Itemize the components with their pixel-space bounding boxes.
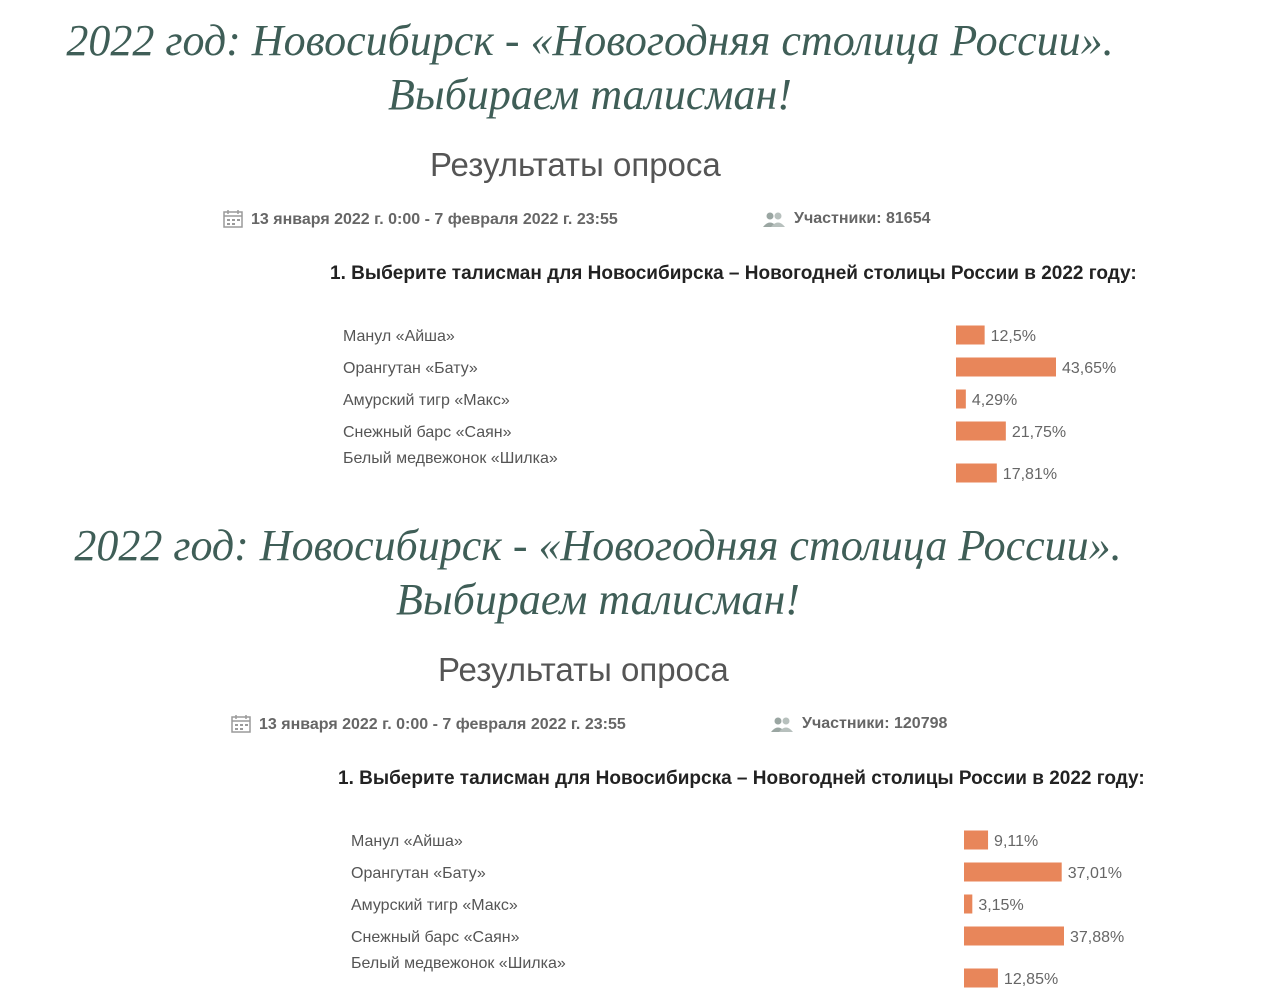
value-label: 3,15% — [978, 897, 1024, 914]
value-label: 17,81% — [1002, 466, 1058, 483]
heading-line-1: 2022 год: Новосибирск - «Новогодняя столица России». — [66, 16, 1114, 65]
bar — [964, 969, 998, 988]
value-label: 37,88% — [1070, 929, 1125, 946]
results-chart — [8, 505, 1280, 1005]
value-label: 43,65% — [1062, 360, 1117, 377]
poll-panel-1 — [0, 0, 1280, 500]
category-label: Манул «Айша» — [343, 328, 455, 345]
value-label: 21,75% — [1011, 424, 1067, 441]
bar — [964, 831, 988, 850]
heading-line-1: 2022 год: Новосибирск - «Новогодняя столица России». — [74, 521, 1122, 570]
category-label: Орангутан «Бату» — [351, 865, 486, 882]
category-label: Снежный барс «Саян» — [343, 424, 512, 441]
category-label: Снежный барс «Саян» — [351, 929, 520, 946]
value-label: 4,29% — [971, 392, 1018, 409]
poll-panel-2 — [0, 505, 1280, 1005]
category-label: Орангутан «Бату» — [343, 360, 478, 377]
poll-period-text: 13 января 2022 г. 0:00 - 7 февраля 2022 г. 23:55 — [251, 211, 618, 228]
value-label: 12,85% — [1003, 971, 1059, 988]
bar — [956, 464, 997, 483]
value-label: 37,01% — [1067, 865, 1122, 882]
bar — [956, 358, 1056, 377]
participants-text: Участники: 120798 — [802, 715, 948, 732]
poll-period-text: 13 января 2022 г. 0:00 - 7 февраля 2022 г. 23:55 — [259, 716, 626, 733]
bar — [964, 927, 1064, 946]
value-label: 12,5% — [990, 328, 1037, 345]
question-text: 1. Выберите талисман для Новосибирска – Новогодней столицы России в 2022 году: — [338, 768, 1145, 789]
question-text: 1. Выберите талисман для Новосибирска – Новогодней столицы России в 2022 году: — [330, 263, 1137, 284]
category-label: Амурский тигр «Макс» — [351, 897, 518, 914]
results-chart — [0, 0, 1280, 500]
heading-line-2: Выбираем талисман! — [396, 575, 800, 624]
bar — [956, 390, 966, 409]
heading-line-2: Выбираем талисман! — [388, 70, 792, 119]
bar — [964, 863, 1062, 882]
category-label: Амурский тигр «Макс» — [343, 392, 510, 409]
category-label: Белый медвежонок «Шилка» — [343, 450, 558, 467]
category-label: Белый медвежонок «Шилка» — [351, 955, 566, 972]
participants-text: Участники: 81654 — [794, 210, 931, 227]
results-title: Результаты опроса — [438, 651, 729, 688]
bar — [964, 895, 972, 914]
category-label: Манул «Айша» — [351, 833, 463, 850]
value-label: 9,11% — [994, 833, 1039, 850]
bar — [956, 422, 1006, 441]
results-title: Результаты опроса — [430, 146, 721, 183]
bar — [956, 326, 985, 345]
